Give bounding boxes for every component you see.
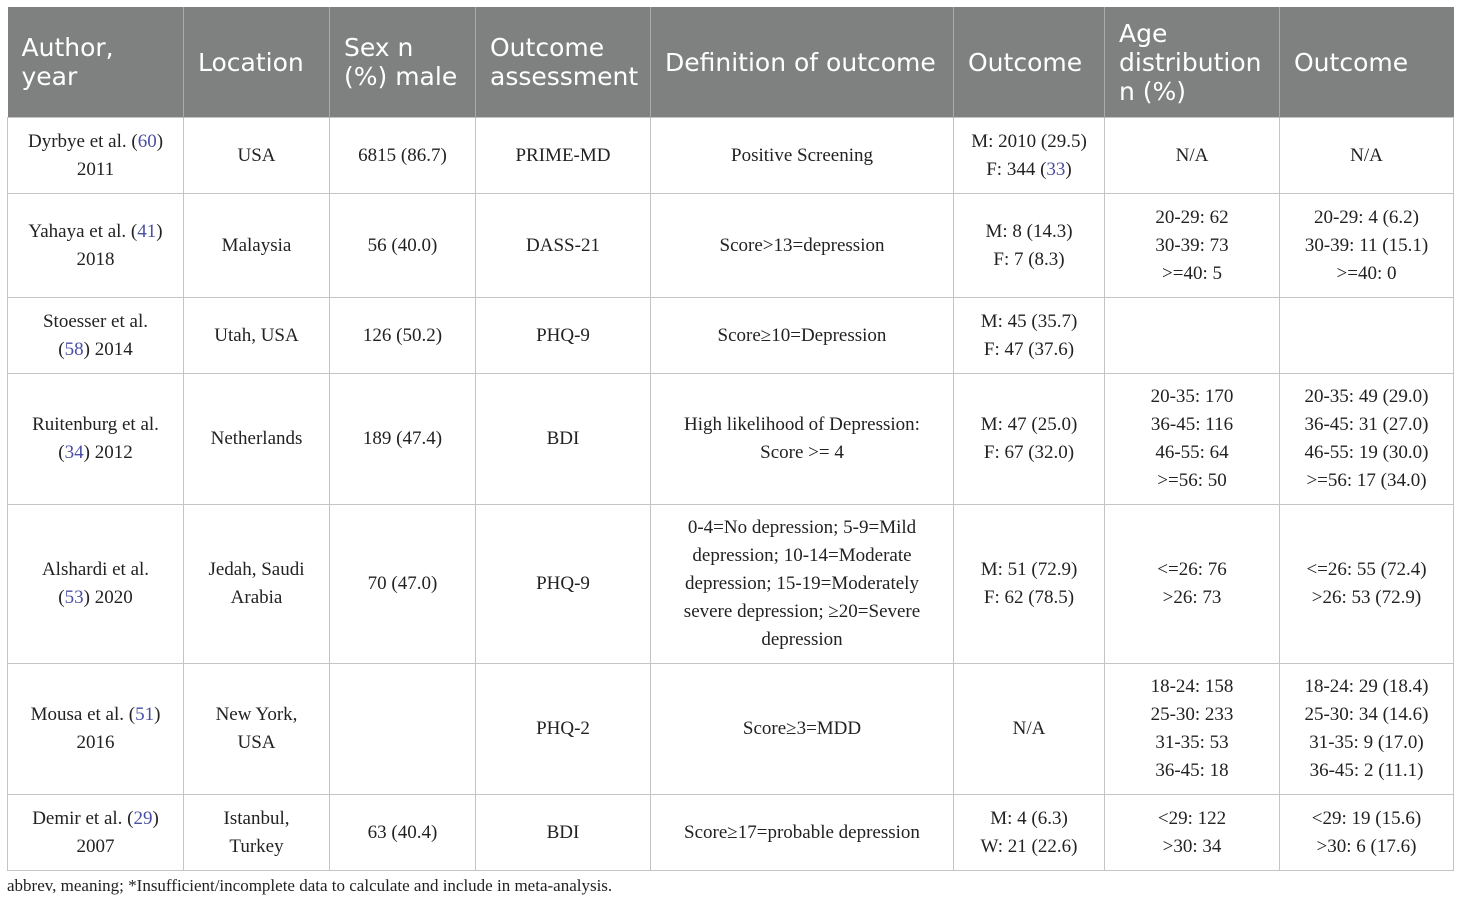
cell-definition: Positive Screening [651,118,954,194]
cell-assessment: DASS-21 [476,194,651,298]
table-row [8,118,1454,194]
cell-sex: 63 (40.4) [330,795,476,871]
table-footnote: abbrev, meaning; *Insufficient/incomplete data to calculate and include in meta-analysis. [7,876,613,895]
cell-assessment: PHQ-2 [476,664,651,795]
cell-sex: 189 (47.4) [330,374,476,505]
cell-definition: High likelihood of Depression: Score >= 4 [651,374,954,505]
cell-location: Netherlands [184,374,330,505]
cell-age-distribution: 20-35: 170 36-45: 116 46-55: 64 >=56: 50 [1105,374,1280,505]
cell-location: New York, USA [184,664,330,795]
cell-author: Mousa et al. (51) 2016 [8,664,184,795]
cell-age-distribution [1105,298,1280,374]
cell-outcome: M: 45 (35.7) F: 47 (37.6) [954,298,1105,374]
cell-age-outcome: 20-35: 49 (29.0) 36-45: 31 (27.0) 46-55: 19 (30.0) >=56: 17 (34.0) [1280,374,1454,505]
cell-sex: 126 (50.2) [330,298,476,374]
cell-location: Utah, USA [184,298,330,374]
cell-author: Ruitenburg et al. (34) 2012 [8,374,184,505]
reference-link[interactable]: 58 [64,338,84,360]
cell-outcome: N/A [954,664,1105,795]
cell-sex [330,664,476,795]
header-outcome: Outcome [954,7,1105,118]
cell-author: Yahaya et al. (41) 2018 [8,194,184,298]
reference-link[interactable]: 60 [137,130,157,152]
reference-link[interactable]: 29 [133,807,153,829]
header-author-year: Author, year [8,7,184,118]
cell-age-distribution: N/A [1105,118,1280,194]
table-row [8,194,1454,298]
cell-definition: Score≥10=Depression [651,298,954,374]
cell-assessment: BDI [476,795,651,871]
cell-age-outcome: 20-29: 4 (6.2) 30-39: 11 (15.1) >=40: 0 [1280,194,1454,298]
table-row [8,298,1454,374]
cell-sex: 6815 (86.7) [330,118,476,194]
cell-assessment: PRIME-MD [476,118,651,194]
cell-assessment: PHQ-9 [476,505,651,664]
cell-age-distribution: 18-24: 158 25-30: 233 31-35: 53 36-45: 18 [1105,664,1280,795]
header-definition-of-outcome: Definition of outcome [651,7,954,118]
cell-location: USA [184,118,330,194]
header-age-outcome: Outcome [1280,7,1454,118]
cell-author: Alshardi et al. (53) 2020 [8,505,184,664]
data-table-container [7,7,1453,871]
cell-age-outcome [1280,298,1454,374]
table-row [8,795,1454,871]
reference-link[interactable]: 51 [135,704,155,725]
cell-age-outcome: N/A [1280,118,1454,194]
table-row [8,374,1454,505]
cell-age-outcome: <=26: 55 (72.4) >26: 53 (72.9) [1280,505,1454,664]
table-row [8,664,1454,795]
cell-author: Dyrbye et al. (60) 2011 [8,118,184,194]
header-age-distribution: Age distribution n (%) [1105,7,1280,118]
cell-age-distribution: <29: 122 >30: 34 [1105,795,1280,871]
cell-outcome: M: 4 (6.3) W: 21 (22.6) [954,795,1105,871]
cell-age-outcome: 18-24: 29 (18.4) 25-30: 34 (14.6) 31-35: 9 (17.0) 36-45: 2 (11.1) [1280,664,1454,795]
cell-assessment: BDI [476,374,651,505]
cell-definition: Score≥17=probable depression [651,795,954,871]
cell-age-distribution: <=26: 76 >26: 73 [1105,505,1280,664]
reference-link[interactable]: 34 [64,442,84,463]
cell-outcome: M: 47 (25.0) F: 67 (32.0) [954,374,1105,505]
cell-outcome: M: 8 (14.3) F: 7 (8.3) [954,194,1105,298]
cell-definition: 0-4=No depression; 5-9=Mild depression; 10-14=Moderate depression; 15-19=Moderately severe depression; ≥20=Severe depression [651,505,954,664]
cell-location: Malaysia [184,194,330,298]
study-table [7,7,1454,871]
table-row [8,505,1454,664]
cell-age-outcome: <29: 19 (15.6) >30: 6 (17.6) [1280,795,1454,871]
cell-outcome: M: 2010 (29.5) F: 344 (33) [954,118,1105,194]
cell-author: Demir et al. (29) 2007 [8,795,184,871]
cell-author: Stoesser et al. (58) 2014 [8,298,184,374]
reference-link[interactable]: 53 [64,587,84,608]
reference-link[interactable]: 33 [1046,158,1066,180]
cell-outcome: M: 51 (72.9) F: 62 (78.5) [954,505,1105,664]
header-sex-male: Sex n (%) male [330,7,476,118]
reference-link[interactable]: 41 [137,220,157,242]
cell-location: Istanbul, Turkey [184,795,330,871]
cell-assessment: PHQ-9 [476,298,651,374]
cell-definition: Score≥3=MDD [651,664,954,795]
cell-sex: 56 (40.0) [330,194,476,298]
header-location: Location [184,7,330,118]
cell-sex: 70 (47.0) [330,505,476,664]
header-row [8,7,1454,118]
header-outcome-assessment: Outcome assessment [476,7,651,118]
cell-definition: Score>13=depression [651,194,954,298]
cell-location: Jedah, Saudi Arabia [184,505,330,664]
cell-age-distribution: 20-29: 62 30-39: 73 >=40: 5 [1105,194,1280,298]
